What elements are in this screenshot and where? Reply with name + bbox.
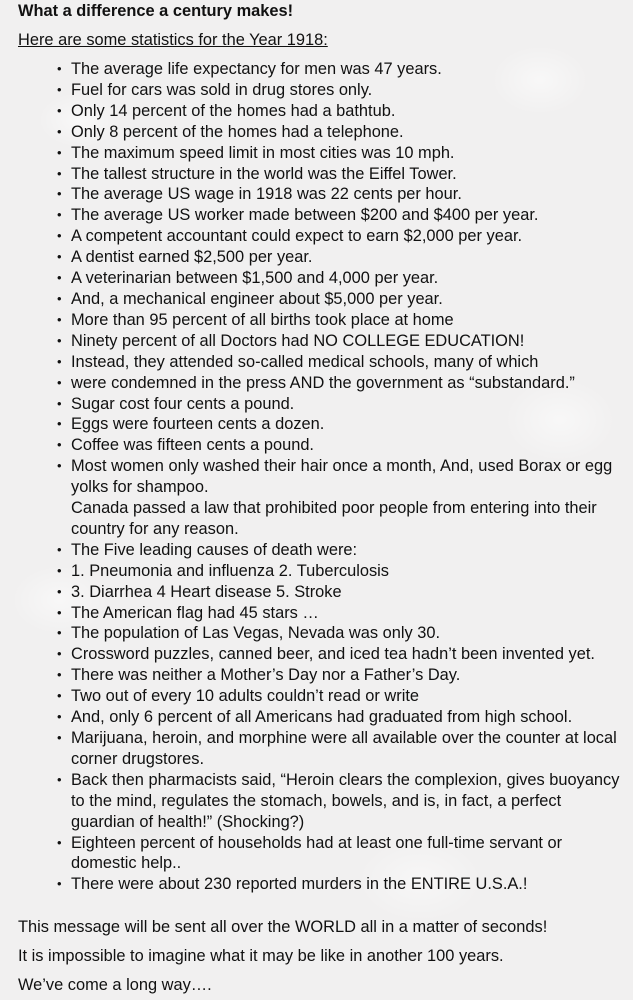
- stat-item: [57, 603, 627, 624]
- bullet-icon: •: [57, 688, 62, 704]
- stat-text: There were about 230 reported murders in the ENTIRE U.S.A.!: [71, 875, 528, 894]
- stat-text: Instead, they attended so-called medical schools, many of which: [71, 352, 539, 371]
- bullet-icon: •: [57, 604, 62, 620]
- stat-item: [57, 373, 627, 394]
- closing-line-1: This message will be sent all over the WORLD all in a matter of seconds!: [18, 918, 548, 936]
- stat-text: The American flag had 45 stars …: [71, 603, 319, 622]
- stat-extra-text: Canada passed a law that prohibited poor people from entering into their country for any reason.: [71, 499, 597, 538]
- stat-item: [57, 205, 627, 226]
- bullet-icon: •: [57, 290, 62, 306]
- stat-text: The average US wage in 1918 was 22 cents per hour.: [71, 185, 462, 204]
- stat-text: were condemned in the press AND the government as “substandard.”: [71, 373, 575, 392]
- stat-text: The average life expectancy for men was 47 years.: [71, 60, 442, 78]
- stat-item: [57, 59, 627, 80]
- bullet-icon: •: [57, 374, 62, 390]
- stat-item: [57, 143, 627, 164]
- page-subtitle: Here are some statistics for the Year 1918:: [18, 31, 328, 49]
- stat-text: Sugar cost four cents a pound.: [71, 394, 295, 413]
- stat-text: And, only 6 percent of all Americans had graduated from high school.: [71, 708, 573, 727]
- stat-text: A competent accountant could expect to earn $2,000 per year.: [71, 227, 523, 246]
- stat-text: A veterinarian between $1,500 and 4,000 per year.: [71, 269, 439, 288]
- stat-item: [57, 164, 627, 185]
- bullet-icon: •: [57, 249, 62, 265]
- bullet-icon: •: [57, 207, 62, 223]
- stat-item: [57, 414, 627, 435]
- stat-text: More than 95 percent of all births took place at home: [71, 310, 454, 329]
- stat-item: [57, 184, 627, 205]
- stat-item: [57, 226, 627, 247]
- closing-line-2: It is impossible to imagine what it may be like in another 100 years.: [18, 947, 504, 965]
- bullet-icon: •: [57, 876, 62, 892]
- stat-text: The average US worker made between $200 and $400 per year.: [71, 206, 539, 225]
- bullet-icon: •: [57, 61, 62, 76]
- stat-text: 1. Pneumonia and influenza 2. Tuberculosis: [71, 561, 390, 580]
- stat-text: 3. Diarrhea 4 Heart disease 5. Stroke: [71, 582, 342, 601]
- stat-text: Fuel for cars was sold in drug stores only.: [71, 80, 373, 99]
- bullet-icon: •: [57, 395, 62, 411]
- stat-text: Only 14 percent of the homes had a bathtub.: [71, 101, 396, 120]
- stat-item: [57, 101, 627, 122]
- stat-item: [57, 770, 627, 833]
- bullet-icon: •: [57, 709, 62, 725]
- stat-text: The tallest structure in the world was the Eiffel Tower.: [71, 164, 457, 183]
- bullet-icon: •: [57, 228, 62, 244]
- stat-item: [57, 310, 627, 331]
- stat-text: Eggs were fourteen cents a dozen.: [71, 415, 325, 434]
- bullet-icon: •: [57, 311, 62, 327]
- stat-item: [57, 644, 627, 665]
- stat-item: [57, 728, 627, 770]
- stat-text: And, a mechanical engineer about $5,000 per year.: [71, 289, 443, 308]
- bullet-icon: •: [57, 102, 62, 118]
- bullet-icon: •: [57, 646, 62, 662]
- stat-text: The Five leading causes of death were:: [71, 540, 358, 559]
- bullet-icon: •: [57, 416, 62, 432]
- bullet-icon: •: [57, 562, 62, 578]
- stat-text: Only 8 percent of the homes had a telephone.: [71, 122, 404, 141]
- bullet-icon: •: [57, 270, 62, 286]
- bullet-icon: •: [57, 625, 62, 641]
- stat-item: [57, 435, 627, 456]
- stat-text: Eighteen percent of households had at least one full-time servant or domestic help..: [71, 833, 563, 873]
- stat-item: [57, 874, 627, 895]
- stat-item: [57, 582, 627, 603]
- stat-item: [57, 456, 627, 540]
- bullet-icon: •: [57, 730, 62, 745]
- stat-text: Marijuana, heroin, and morphine were all available over the counter at local corner drugstores.: [71, 729, 617, 768]
- bullet-icon: •: [57, 186, 62, 202]
- stat-text: Crossword puzzles, canned beer, and iced tea hadn’t been invented yet.: [71, 645, 595, 664]
- bullet-icon: •: [57, 81, 62, 97]
- stat-item: [57, 247, 627, 268]
- stat-item: [57, 540, 627, 561]
- stat-item: [57, 80, 627, 101]
- stat-item: [57, 707, 627, 728]
- bullet-icon: •: [57, 123, 62, 139]
- stat-item: [57, 289, 627, 310]
- stat-item: [57, 833, 627, 875]
- bullet-icon: •: [57, 771, 62, 787]
- stat-text: Back then pharmacists said, “Heroin clears the complexion, gives buoyancy to the mind, regulates the stomach, bowels, and is, in fact, a perfect guardian of health!” (Shocking?): [71, 770, 620, 831]
- stat-item: [57, 352, 627, 373]
- stat-item: [57, 394, 627, 415]
- stat-item: [57, 686, 627, 707]
- stat-item: [57, 665, 627, 686]
- bullet-icon: •: [57, 437, 62, 453]
- bullet-icon: •: [57, 165, 62, 181]
- stat-text: The maximum speed limit in most cities was 10 mph.: [71, 143, 455, 162]
- stat-text: There was neither a Mother’s Day nor a Father’s Day.: [71, 666, 461, 685]
- stat-item: [57, 561, 627, 582]
- stat-text: Most women only washed their hair once a month, And, used Borax or egg yolks for shampoo.: [71, 457, 613, 497]
- bullet-icon: •: [57, 144, 62, 160]
- bullet-icon: •: [57, 667, 62, 683]
- statistics-list: [57, 59, 627, 895]
- stat-text: Two out of every 10 adults couldn’t read or write: [71, 687, 420, 706]
- page-title: What a difference a century makes!: [18, 2, 294, 20]
- stat-text: Ninety percent of all Doctors had NO COLLEGE EDUCATION!: [71, 331, 525, 350]
- stat-text: A dentist earned $2,500 per year.: [71, 248, 313, 267]
- stat-item: [57, 268, 627, 289]
- bullet-icon: •: [57, 541, 62, 557]
- bullet-icon: •: [57, 458, 62, 474]
- stat-text: Coffee was fifteen cents a pound.: [71, 436, 314, 455]
- bullet-icon: •: [57, 834, 62, 850]
- stat-text: The population of Las Vegas, Nevada was only 30.: [71, 624, 441, 643]
- stat-item: [57, 331, 627, 352]
- stat-item: [57, 623, 627, 644]
- stat-item: [57, 122, 627, 143]
- bullet-icon: •: [57, 583, 62, 599]
- bullet-icon: •: [57, 332, 62, 348]
- closing-line-3: We’ve come a long way….: [18, 976, 212, 994]
- bullet-icon: •: [57, 353, 62, 369]
